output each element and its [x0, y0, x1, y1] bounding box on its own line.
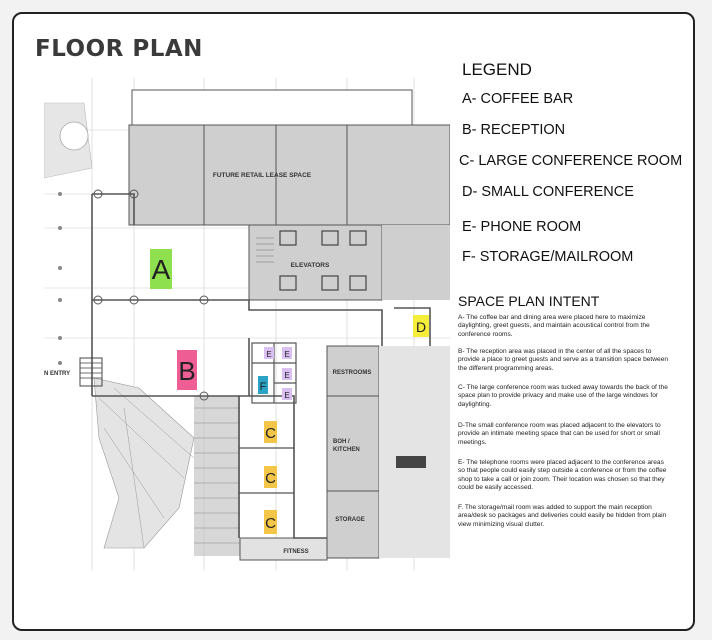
intent-title: SPACE PLAN INTENT	[458, 293, 600, 309]
fitness-label: FITNESS	[283, 549, 309, 555]
entry-label: N ENTRY	[44, 371, 71, 377]
storage-label: STORAGE	[335, 517, 365, 523]
marker-c3: C	[265, 515, 276, 532]
page-title: FLOOR PLAN	[35, 36, 203, 62]
space-plan-intent-panel	[450, 284, 676, 590]
floor-plan-drawing	[44, 78, 450, 571]
restrooms-label: RESTROOMS	[332, 370, 372, 376]
legend-title: LEGEND	[462, 60, 532, 79]
legend-item-storage-mailroom: F- STORAGE/MAILROOM	[462, 249, 634, 265]
storage-room	[327, 491, 379, 558]
marker-e4: E	[284, 391, 290, 400]
intent-paragraph-e: E- The telephone rooms were placed adjacent to the conference areas so that people could easily step outside a conference or from the coffee shop to take a call or join zoom. Their location was chosen so that they could be easily accessed.	[458, 459, 667, 492]
intent-paragraph-d: D-The small conference room was placed adjacent to the elevators to provide an intimate meeting space that can be used for short or small meetings.	[458, 422, 661, 446]
legend-item-small-conference: D- SMALL CONFERENCE	[462, 184, 634, 200]
marker-a: A	[151, 254, 171, 285]
marker-e3: E	[284, 371, 290, 380]
elevators-label: ELEVATORS	[290, 262, 330, 269]
marker-c2: C	[265, 470, 276, 487]
legend-item-phone-room: E- PHONE ROOM	[462, 219, 582, 235]
floor-plan-board	[12, 12, 695, 631]
legend-item-reception: B- RECEPTION	[462, 122, 566, 138]
intent-paragraph-f: F. The storage/mail room was added to support the main reception area/desk so packages and deliveries could easily be hidden from plain view minimizing visual clutter.	[458, 504, 667, 528]
legend-item-large-conference: C- LARGE CONFERENCE ROOM	[459, 153, 683, 169]
legend-panel	[450, 46, 683, 284]
marker-b: B	[178, 356, 196, 386]
marker-e1: E	[266, 350, 272, 359]
intent-paragraph-c: C- The large conference room was tucked away towards the back of the space plan to provide privacy and make use of the large windows for daylighting.	[458, 384, 668, 408]
marker-d: D	[415, 319, 427, 335]
boh-label-line2: KITCHEN	[333, 447, 360, 453]
retail-label: FUTURE RETAIL LEASE SPACE	[212, 172, 312, 179]
marker-f: F	[259, 381, 267, 393]
marker-c1: C	[265, 425, 276, 442]
legend-item-coffee-bar: A- COFFEE BAR	[462, 91, 574, 107]
intent-paragraph-b: B- The reception area was placed in the center of all the spaces to provide a place to greet guests and serve as a transition space between the different programming areas.	[458, 348, 669, 372]
intent-paragraph-a: A- The coffee bar and dining area were placed here to maximize daylighting, greet guests, and maintain acoustical control from the conference rooms.	[458, 314, 650, 338]
perimeter-dots	[58, 192, 62, 365]
boh-label-line1: BOH /	[333, 439, 350, 445]
marker-e2: E	[284, 350, 290, 359]
